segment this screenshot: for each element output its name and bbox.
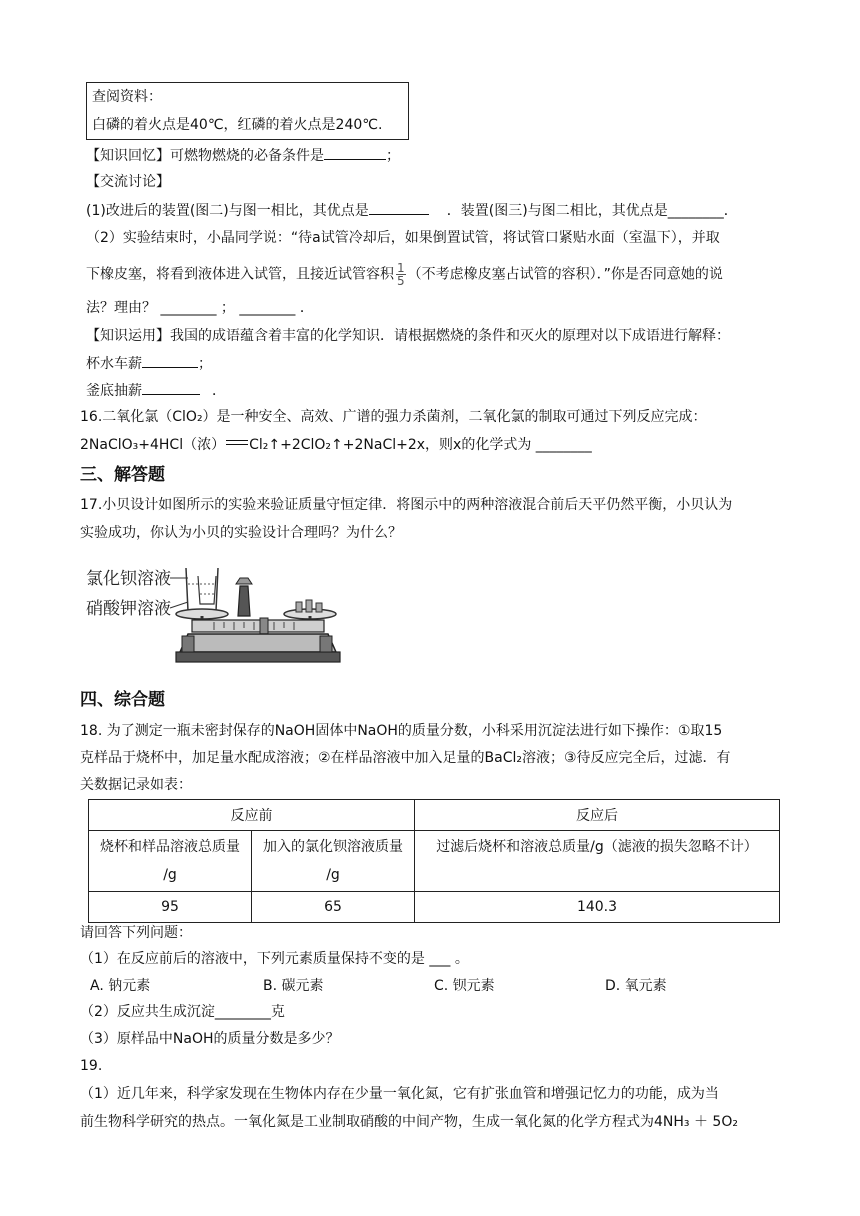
table-column-header-1: 烧杯和样品溶液总质量 /g <box>89 831 252 892</box>
figure-label-barium-chloride: 氯化钡溶液 <box>86 569 171 589</box>
table-header-before: 反应前 <box>89 800 415 831</box>
discussion-q1 <box>86 200 738 221</box>
table-row <box>89 892 780 923</box>
q16-equation-left: 2NaClO₃+4HCl（浓） <box>80 437 226 453</box>
data-table <box>88 799 780 923</box>
figure-label-potassium-nitrate: 硝酸钾溶液 <box>86 599 171 619</box>
table-column-header-3: 过滤后烧杯和溶液总质量/g（滤液的损失忽略不计） <box>415 831 780 892</box>
discussion-q2-line3 <box>86 298 314 318</box>
q19-line1: （1）近几年来，科学家发现在生物体内存在少量一氧化氮，它有扩张血管和增强记忆力的功能，成为当 <box>80 1086 719 1102</box>
answer-blank <box>142 353 198 368</box>
answer-blank: ________ <box>535 437 592 453</box>
answer-blank <box>142 380 200 395</box>
q17-line2: 实验成功，你认为小贝的实验设计合理吗？为什么？ <box>80 525 402 541</box>
separator: ； <box>220 300 235 316</box>
idiom-2 <box>86 380 226 401</box>
discussion-q2-line1: （2）实验结束时，小晶同学说：“待a试管冷却后，如果倒置试管，将试管口紧贴水面（室温下），并取 <box>86 230 720 246</box>
discussion-q2-line2 <box>86 262 723 287</box>
q2-line3-text: 法？理由？ <box>86 300 156 316</box>
idiom-1 <box>86 353 212 374</box>
q16-equation-right: Cl₂↑+2ClO₂↑+2NaCl+2x，则x的化学式为 <box>249 437 532 453</box>
knowledge-apply-intro: 【知识运用】我国的成语蕴含着丰富的化学知识．请根据燃烧的条件和灭火的原理对以下成语进行解释： <box>86 328 730 344</box>
sub1-text: （1）在反应前后的溶液中，下列元素质量保持不变的是 <box>80 951 425 967</box>
table-cell: 140.3 <box>415 892 780 923</box>
answer-blank <box>324 145 386 160</box>
option-d: D. 氧元素 <box>605 978 667 994</box>
fraction-one-fifth: $\frac{1}{5}$ <box>397 261 405 288</box>
balance-beam <box>192 620 324 632</box>
sub1-end: 。 <box>454 951 469 967</box>
option-b: B. 碳元素 <box>263 978 324 994</box>
table-cell: 95 <box>89 892 252 923</box>
q17-line1: 17.小贝设计如图所示的实验来验证质量守恒定律．将图示中的两种溶液混合前后天平仍然平衡，小贝认为 <box>80 497 733 513</box>
balance-scale-figure <box>84 556 360 668</box>
answer-blank: ________ <box>239 300 296 316</box>
idiom-2-end: ． <box>212 383 226 399</box>
table-row <box>89 831 780 892</box>
q19-line2: 前生物科学研究的热点。一氧化氮是工业制取硝酸的中间产物，生成一氧化氮的化学方程式为4NH₃ ＋ 5O₂ <box>80 1114 738 1130</box>
table-row <box>89 800 780 831</box>
q16-line1: 16.二氧化氯（ClO₂）是一种安全、高效、广谱的强力杀菌剂，二氧化氯的制取可通过下列反应完成： <box>80 409 707 425</box>
section-4-title: 四、综合题 <box>80 690 165 710</box>
info-box-content: 白磷的着火点是40℃，红磷的着火点是240℃. <box>92 117 383 133</box>
equal-sign-icon <box>226 440 248 445</box>
knowledge-recall-text: 【知识回忆】可燃物燃烧的必备条件是 <box>86 148 324 164</box>
balance-base <box>180 634 336 652</box>
table-column-header-2: 加入的氯化钡溶液质量 /g <box>252 831 415 892</box>
idiom-1-text: 杯水车薪 <box>86 356 142 372</box>
reference-info-box <box>86 82 409 140</box>
idiom-1-end: ； <box>198 356 212 372</box>
q18-line1: 18. 为了测定一瓶未密封保存的NaOH固体中NaOH的质量分数，小科采用沉淀法进行如下操作：①取15 <box>80 723 723 739</box>
q2-text-a: 下橡皮塞，将看到液体进入试管，且接近试管容积 <box>86 266 394 283</box>
q18-line3: 关数据记录如表： <box>80 777 192 793</box>
option-a: A. 钠元素 <box>90 978 151 994</box>
info-box-title: 查阅资料： <box>92 89 162 105</box>
idiom-2-text: 釜底抽薪 <box>86 383 142 399</box>
knowledge-recall-suffix: ； <box>386 148 400 164</box>
answer-blank: ___ <box>429 951 451 967</box>
balance-post <box>238 586 250 616</box>
sub2-text: （2）反应共生成沉淀 <box>80 1004 215 1020</box>
knowledge-recall <box>86 145 400 166</box>
answer-blank: ________ <box>667 203 724 219</box>
section-3-title: 三、解答题 <box>80 465 165 485</box>
table-cell: 65 <box>252 892 415 923</box>
q2-line3-end: ． <box>299 300 314 316</box>
q18-sub3: （3）原样品中NaOH的质量分数是多少？ <box>80 1031 340 1047</box>
q18-prompt: 请回答下列问题： <box>80 925 192 941</box>
q1-text-b: ．装置(图三)与图二相比，其优点是 <box>446 203 668 219</box>
q1-end: ． <box>723 203 738 219</box>
answer-blank: ________ <box>160 300 217 316</box>
q18-sub2 <box>80 1002 285 1022</box>
discussion-title: 【交流讨论】 <box>86 174 170 190</box>
q18-line2: 克样品于烧杯中，加足量水配成溶液；②在样品溶液中加入足量的BaCl₂溶液；③待反应完全后，过滤．有 <box>80 750 731 766</box>
answer-blank: ________ <box>214 1004 271 1020</box>
q1-text-a: (1)改进后的装置(图二)与图一相比，其优点是 <box>86 203 369 219</box>
option-c: C. 钡元素 <box>434 978 495 994</box>
sub2-unit: 克 <box>270 1004 285 1020</box>
q2-text-b: （不考虑橡皮塞占试管的容积）．”你是否同意她的说 <box>407 266 723 283</box>
q18-sub1 <box>80 949 469 969</box>
q19-number: 19. <box>80 1058 103 1074</box>
answer-blank <box>369 200 429 215</box>
table-header-after: 反应后 <box>415 800 780 831</box>
q16-line2 <box>80 435 592 455</box>
